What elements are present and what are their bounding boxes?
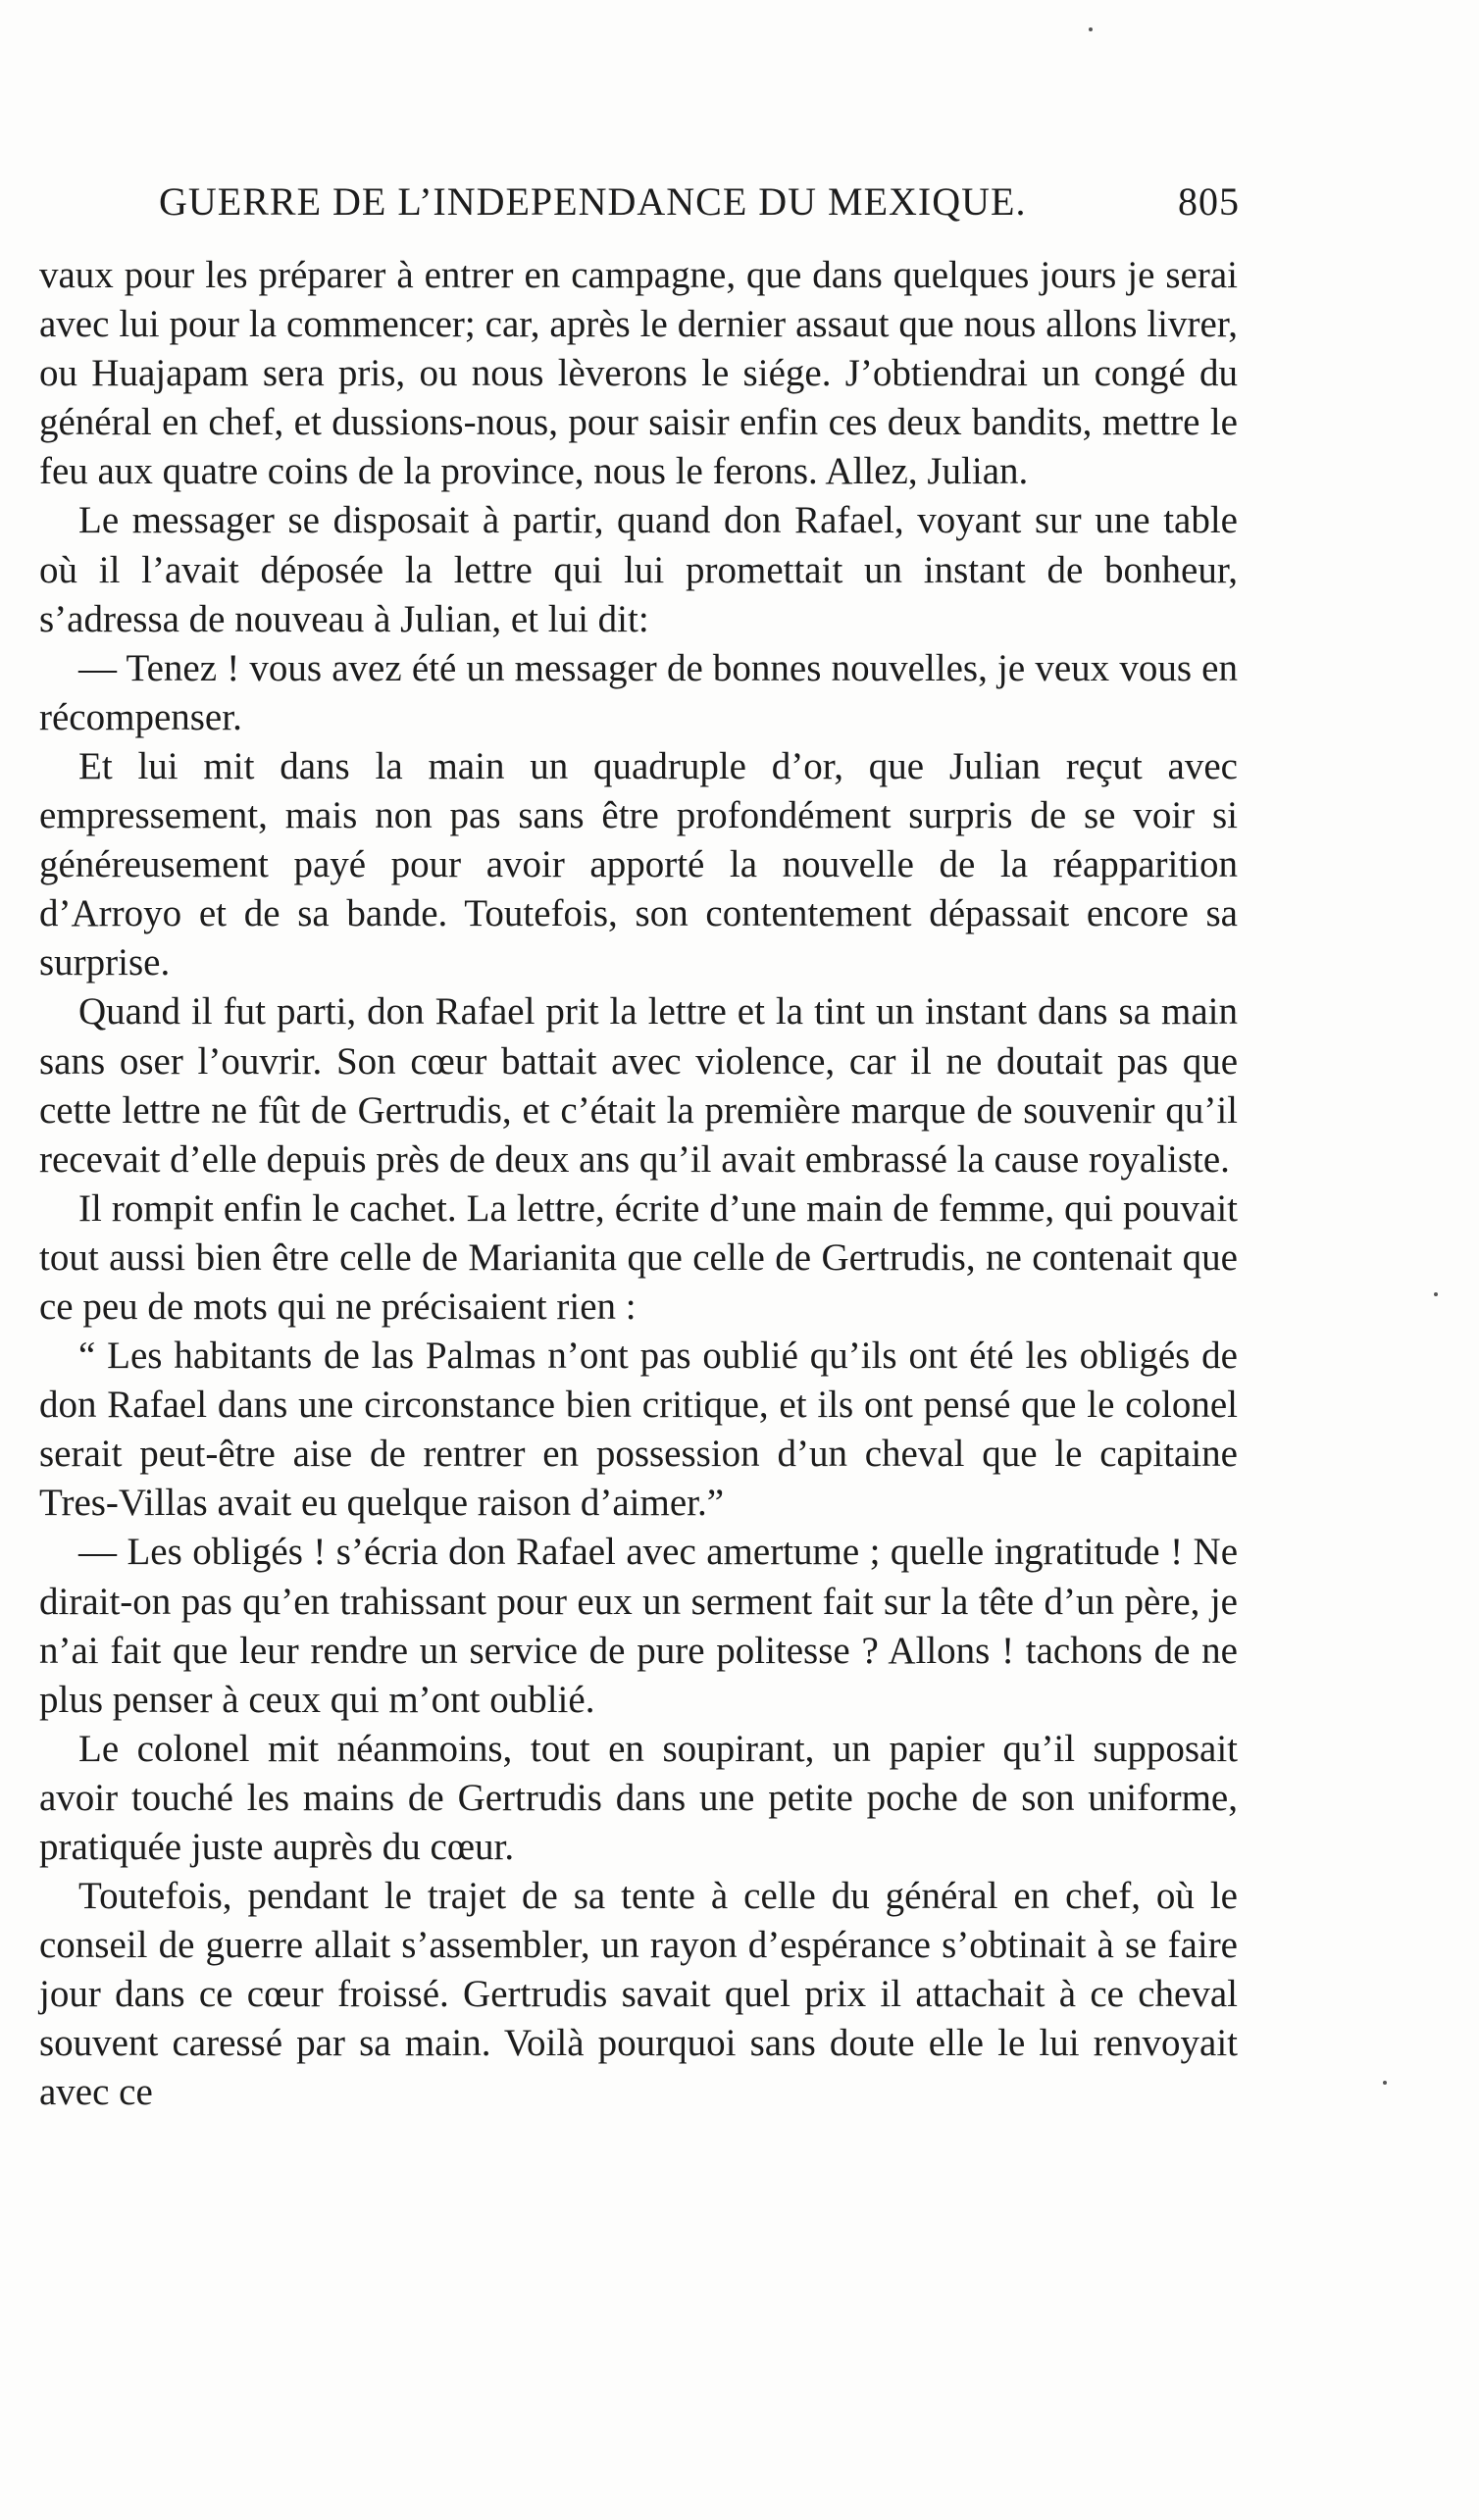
paragraph: Toutefois, pendant le trajet de sa tente à celle du général en chef, où le conseil de guerre allait s’assembler, un rayon d’espérance s’obtinait à se faire jour dans ce cœur froissé. Gertrudis savait quel prix il attachait à ce cheval souvent caressé par sa main. Voilà pourquoi sans doute elle le lui renvoyait avec ce <box>39 1875 1238 2114</box>
paragraph: Il rompit enfin le cachet. La lettre, écrite d’une main de femme, qui pouvait tout aussi bien être celle de Marianita que celle de Gertrudis, ne contenait que ce peu de mots qui ne précisaient rien : <box>39 1186 1238 1328</box>
running-title: GUERRE DE L’INDEPENDANCE DU MEXIQUE. <box>159 179 1027 224</box>
scan-speck <box>1434 1292 1438 1296</box>
paragraph: — Tenez ! vous avez été un messager de bonnes nouvelles, je veux vous en récompenser. <box>39 646 1238 738</box>
paragraph: Et lui mit dans la main un quadruple d’or, que Julian reçut avec empressement, mais non pas sans être profondément surpris de se voir si généreusement payé pour avoir apporté la nouvelle de la réapparition d’Arroyo et de sa bande. Toutefois, son contentement dépassait encore sa surprise. <box>39 744 1238 984</box>
page-header <box>159 178 1240 233</box>
scan-speck <box>1089 27 1093 31</box>
quoted-letter: “ Les habitants de las Palmas n’ont pas oublié qu’ils ont été les obligés de don Rafael dans une circonstance bien critique, et ils ont pensé que le colonel serait peut-être aise de rentrer en possession d’un cheval que le capitaine Tres-Villas avait eu quelque raison d’aimer.” <box>39 1335 1238 1525</box>
scan-speck <box>1383 2081 1387 2085</box>
paragraph: — Les obligés ! s’écria don Rafael avec amertume ; quelle ingratitude ! Ne dirait-on pas qu’en trahissant pour eux un serment fait sur la tête d’un père, je n’ai fait que leur rendre un service de pure politesse ? Allons ! tachons de ne plus penser à ceux qui m’ont oublié. <box>39 1531 1238 1721</box>
paragraph: Le colonel mit néanmoins, tout en soupirant, un papier qu’il supposait avoir touché les mains de Gertrudis dans une petite poche de son uniforme, pratiquée juste auprès du cœur. <box>39 1727 1238 1868</box>
paragraph: vaux pour les préparer à entrer en campagne, que dans quelques jours je serai avec lui pour la commencer; car, après le dernier assaut que nous allons livrer, ou Huajapam sera pris, ou nous lèverons le siége. J’obtiendrai un congé du général en chef, et dussions-nous, pour saisir enfin ces deux bandits, mettre le feu aux quatre coins de la province, nous le ferons. Allez, Julian. <box>39 254 1238 493</box>
body-text <box>39 251 1238 2118</box>
paragraph: Le messager se disposait à partir, quand don Rafael, voyant sur une table où il l’avait déposée la lettre qui lui promettait un instant de bonheur, s’adressa de nouveau à Julian, et lui dit: <box>39 499 1238 640</box>
page-number: 805 <box>1178 179 1240 224</box>
paragraph: Quand il fut parti, don Rafael prit la lettre et la tint un instant dans sa main sans oser l’ouvrir. Son cœur battait avec violence, car il ne doutait pas que cette lettre ne fût de Gertrudis, et c’était la première marque de souvenir qu’il recevait d’elle depuis près de deux ans qu’il avait embrassé la cause royaliste. <box>39 990 1238 1181</box>
